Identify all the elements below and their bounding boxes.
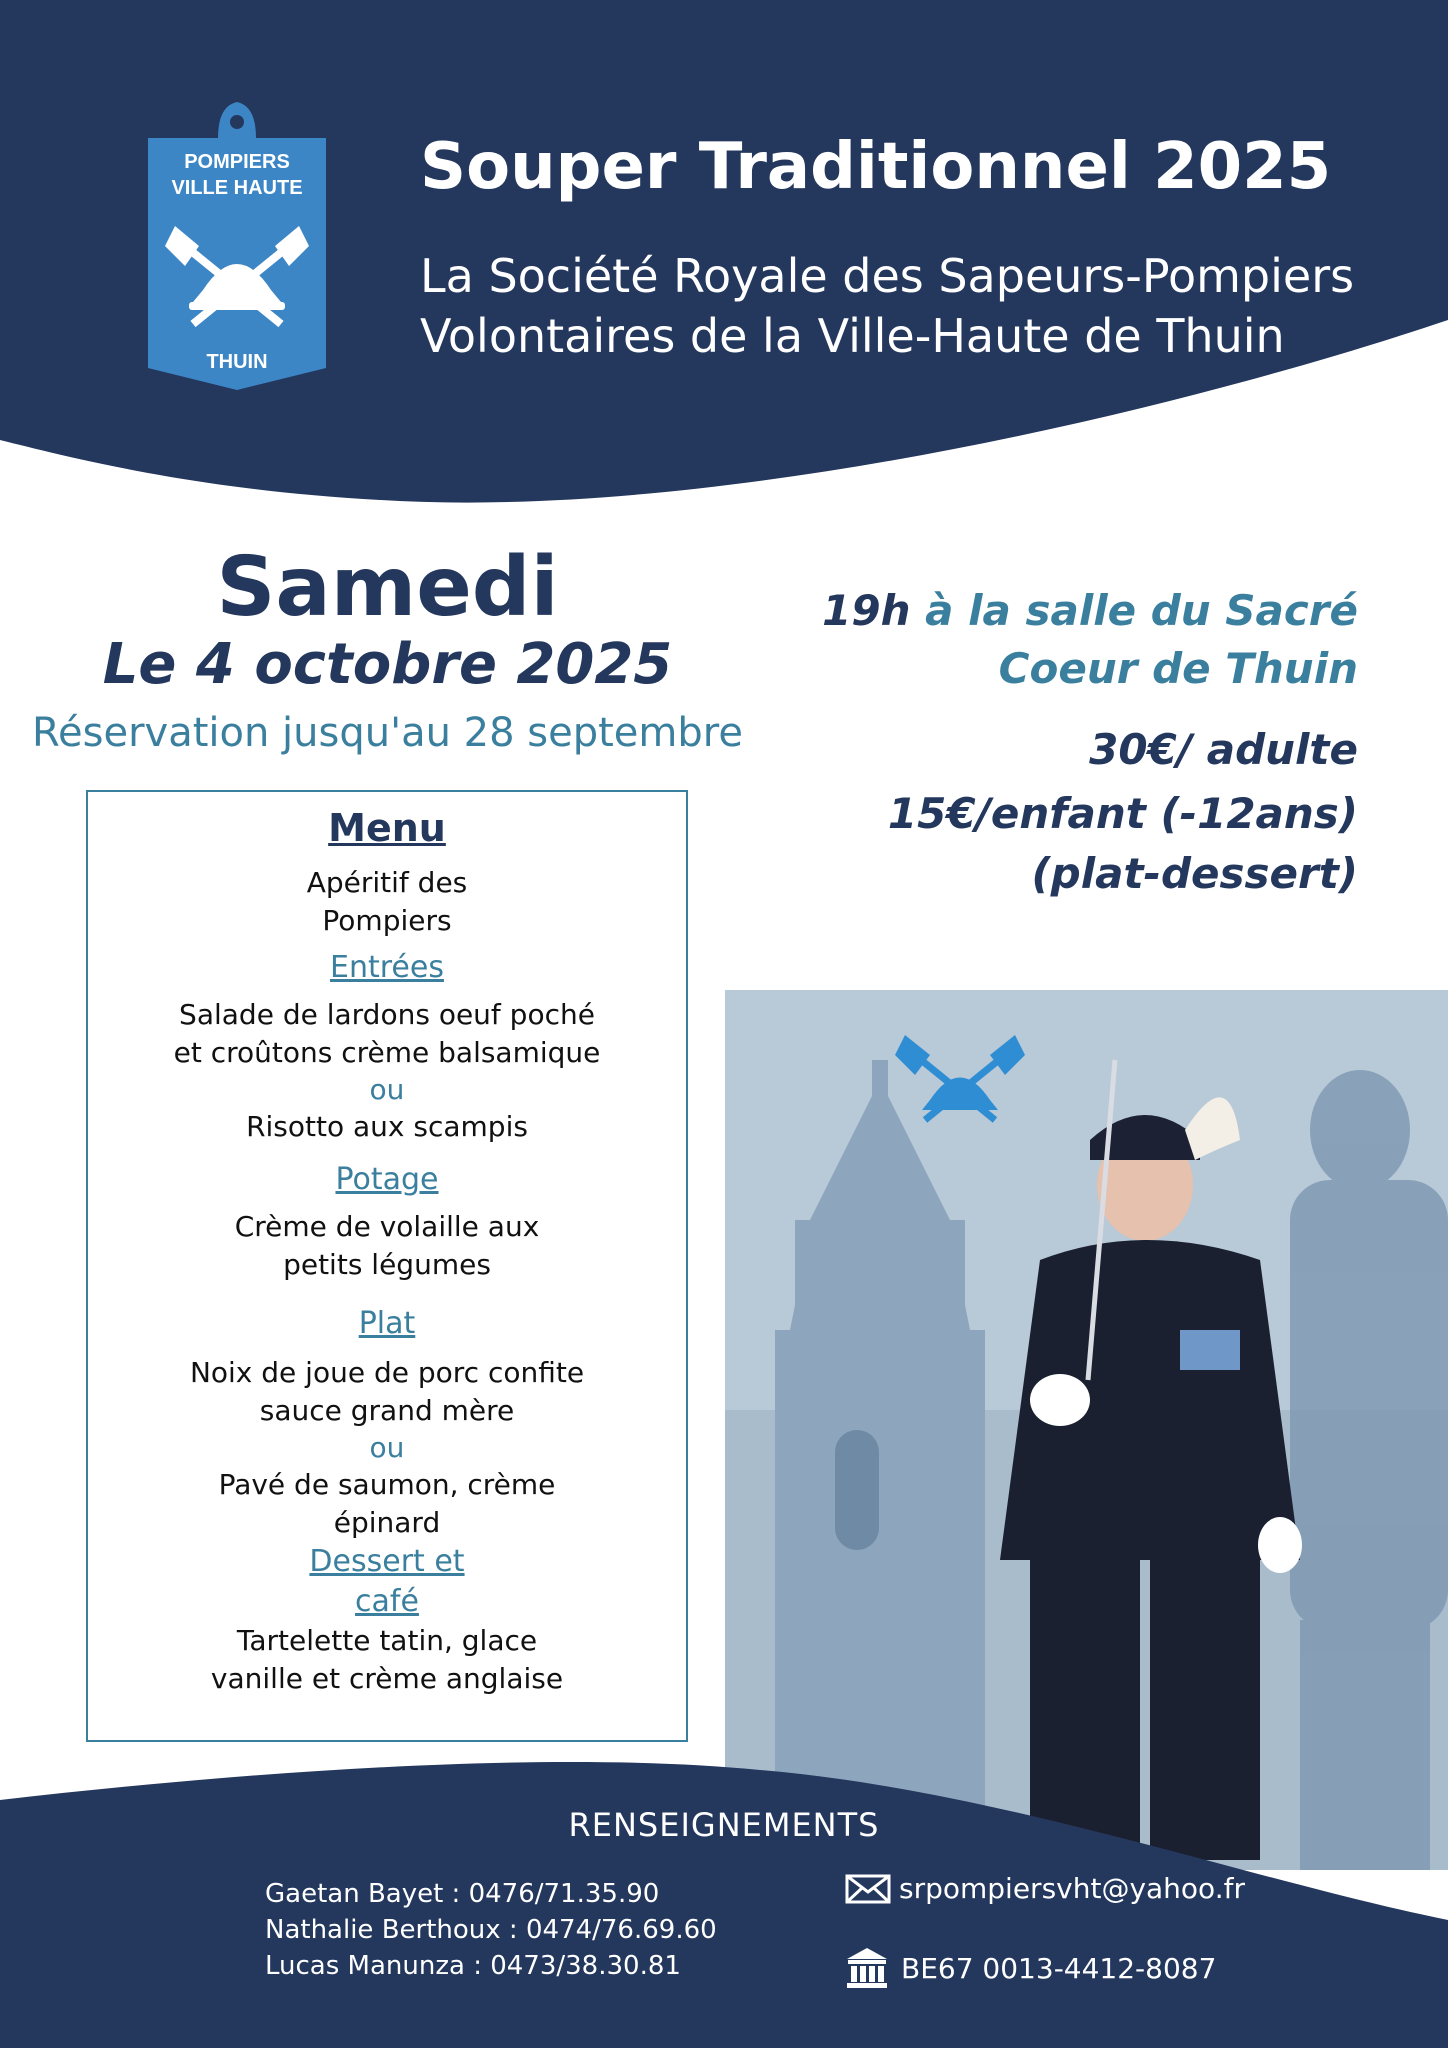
logo-badge <box>148 98 326 390</box>
entree1-line1: Salade de lardons oeuf poché <box>179 998 595 1031</box>
or-separator: ou <box>369 1073 405 1106</box>
section-entrees: Entrées <box>330 950 444 985</box>
subtitle <box>420 246 1354 366</box>
email-row <box>845 1872 1245 1905</box>
event-day: Samedi <box>216 540 559 635</box>
contact-item: Gaetan Bayet : 0476/71.35.90 <box>265 1879 660 1909</box>
contact-list <box>265 1876 717 1984</box>
event-info <box>822 582 1358 906</box>
entree1-line2: et croûtons crème balsamique <box>173 1036 601 1069</box>
logo-line1: POMPIERS <box>184 151 290 173</box>
bank-icon <box>845 1946 889 1990</box>
bank-row <box>845 1946 1216 1990</box>
subtitle-line1: La Société Royale des Sapeurs-Pompiers <box>420 249 1355 303</box>
menu-title: Menu <box>328 806 446 850</box>
dessert-line1: Tartelette tatin, glace <box>236 1624 538 1657</box>
potage-line1: Crème de volaille aux <box>234 1210 540 1243</box>
page-title: Souper Traditionnel 2025 <box>420 130 1332 204</box>
potage-line2: petits légumes <box>283 1248 491 1281</box>
event-time: 19h <box>822 586 911 635</box>
section-dessert-line2: café <box>355 1584 419 1619</box>
subtitle-line2: Volontaires de la Ville-Haute de Thuin <box>420 309 1285 363</box>
section-plat: Plat <box>358 1306 416 1341</box>
entree2: Risotto aux scampis <box>246 1110 528 1143</box>
aperitif-line1: Apéritif des <box>306 866 468 899</box>
footer-heading: RENSEIGNEMENTS <box>568 1806 880 1844</box>
photo-collage <box>725 990 1448 1870</box>
contact-item: Nathalie Berthoux : 0474/76.69.60 <box>265 1915 717 1945</box>
logo-bottom: THUIN <box>206 351 268 373</box>
price-child-note: (plat-dessert) <box>1031 849 1358 898</box>
event-date: Le 4 octobre 2025 <box>102 632 673 697</box>
reservation-deadline: Réservation jusqu'au 28 septembre <box>32 710 743 756</box>
plat1-line1: Noix de joue de porc confite <box>189 1356 585 1389</box>
section-dessert-line1: Dessert et <box>309 1544 465 1579</box>
email-link[interactable]: srpompiersvht@yahoo.fr <box>899 1872 1245 1905</box>
dessert-line2: vanille et crème anglaise <box>210 1662 564 1695</box>
iban: BE67 0013-4412-8087 <box>901 1951 1217 1985</box>
aperitif-line2: Pompiers <box>322 904 452 937</box>
plat2-line1: Pavé de saumon, crème <box>218 1468 556 1501</box>
or-separator: ou <box>369 1431 405 1464</box>
plat2-line2: épinard <box>333 1506 441 1539</box>
envelope-icon <box>845 1874 891 1904</box>
plat1-line2: sauce grand mère <box>259 1394 515 1427</box>
venue-line1: à la salle du Sacré <box>925 586 1358 635</box>
section-potage: Potage <box>335 1162 439 1197</box>
menu-box <box>86 790 688 1742</box>
contact-item: Lucas Manunza : 0473/38.30.81 <box>265 1951 681 1981</box>
price-child: 15€/enfant (-12ans) <box>887 789 1358 838</box>
logo-line2: VILLE HAUTE <box>171 177 303 199</box>
venue-line2: Coeur de Thuin <box>998 644 1358 693</box>
price-adult: 30€/ adulte <box>1089 725 1358 774</box>
